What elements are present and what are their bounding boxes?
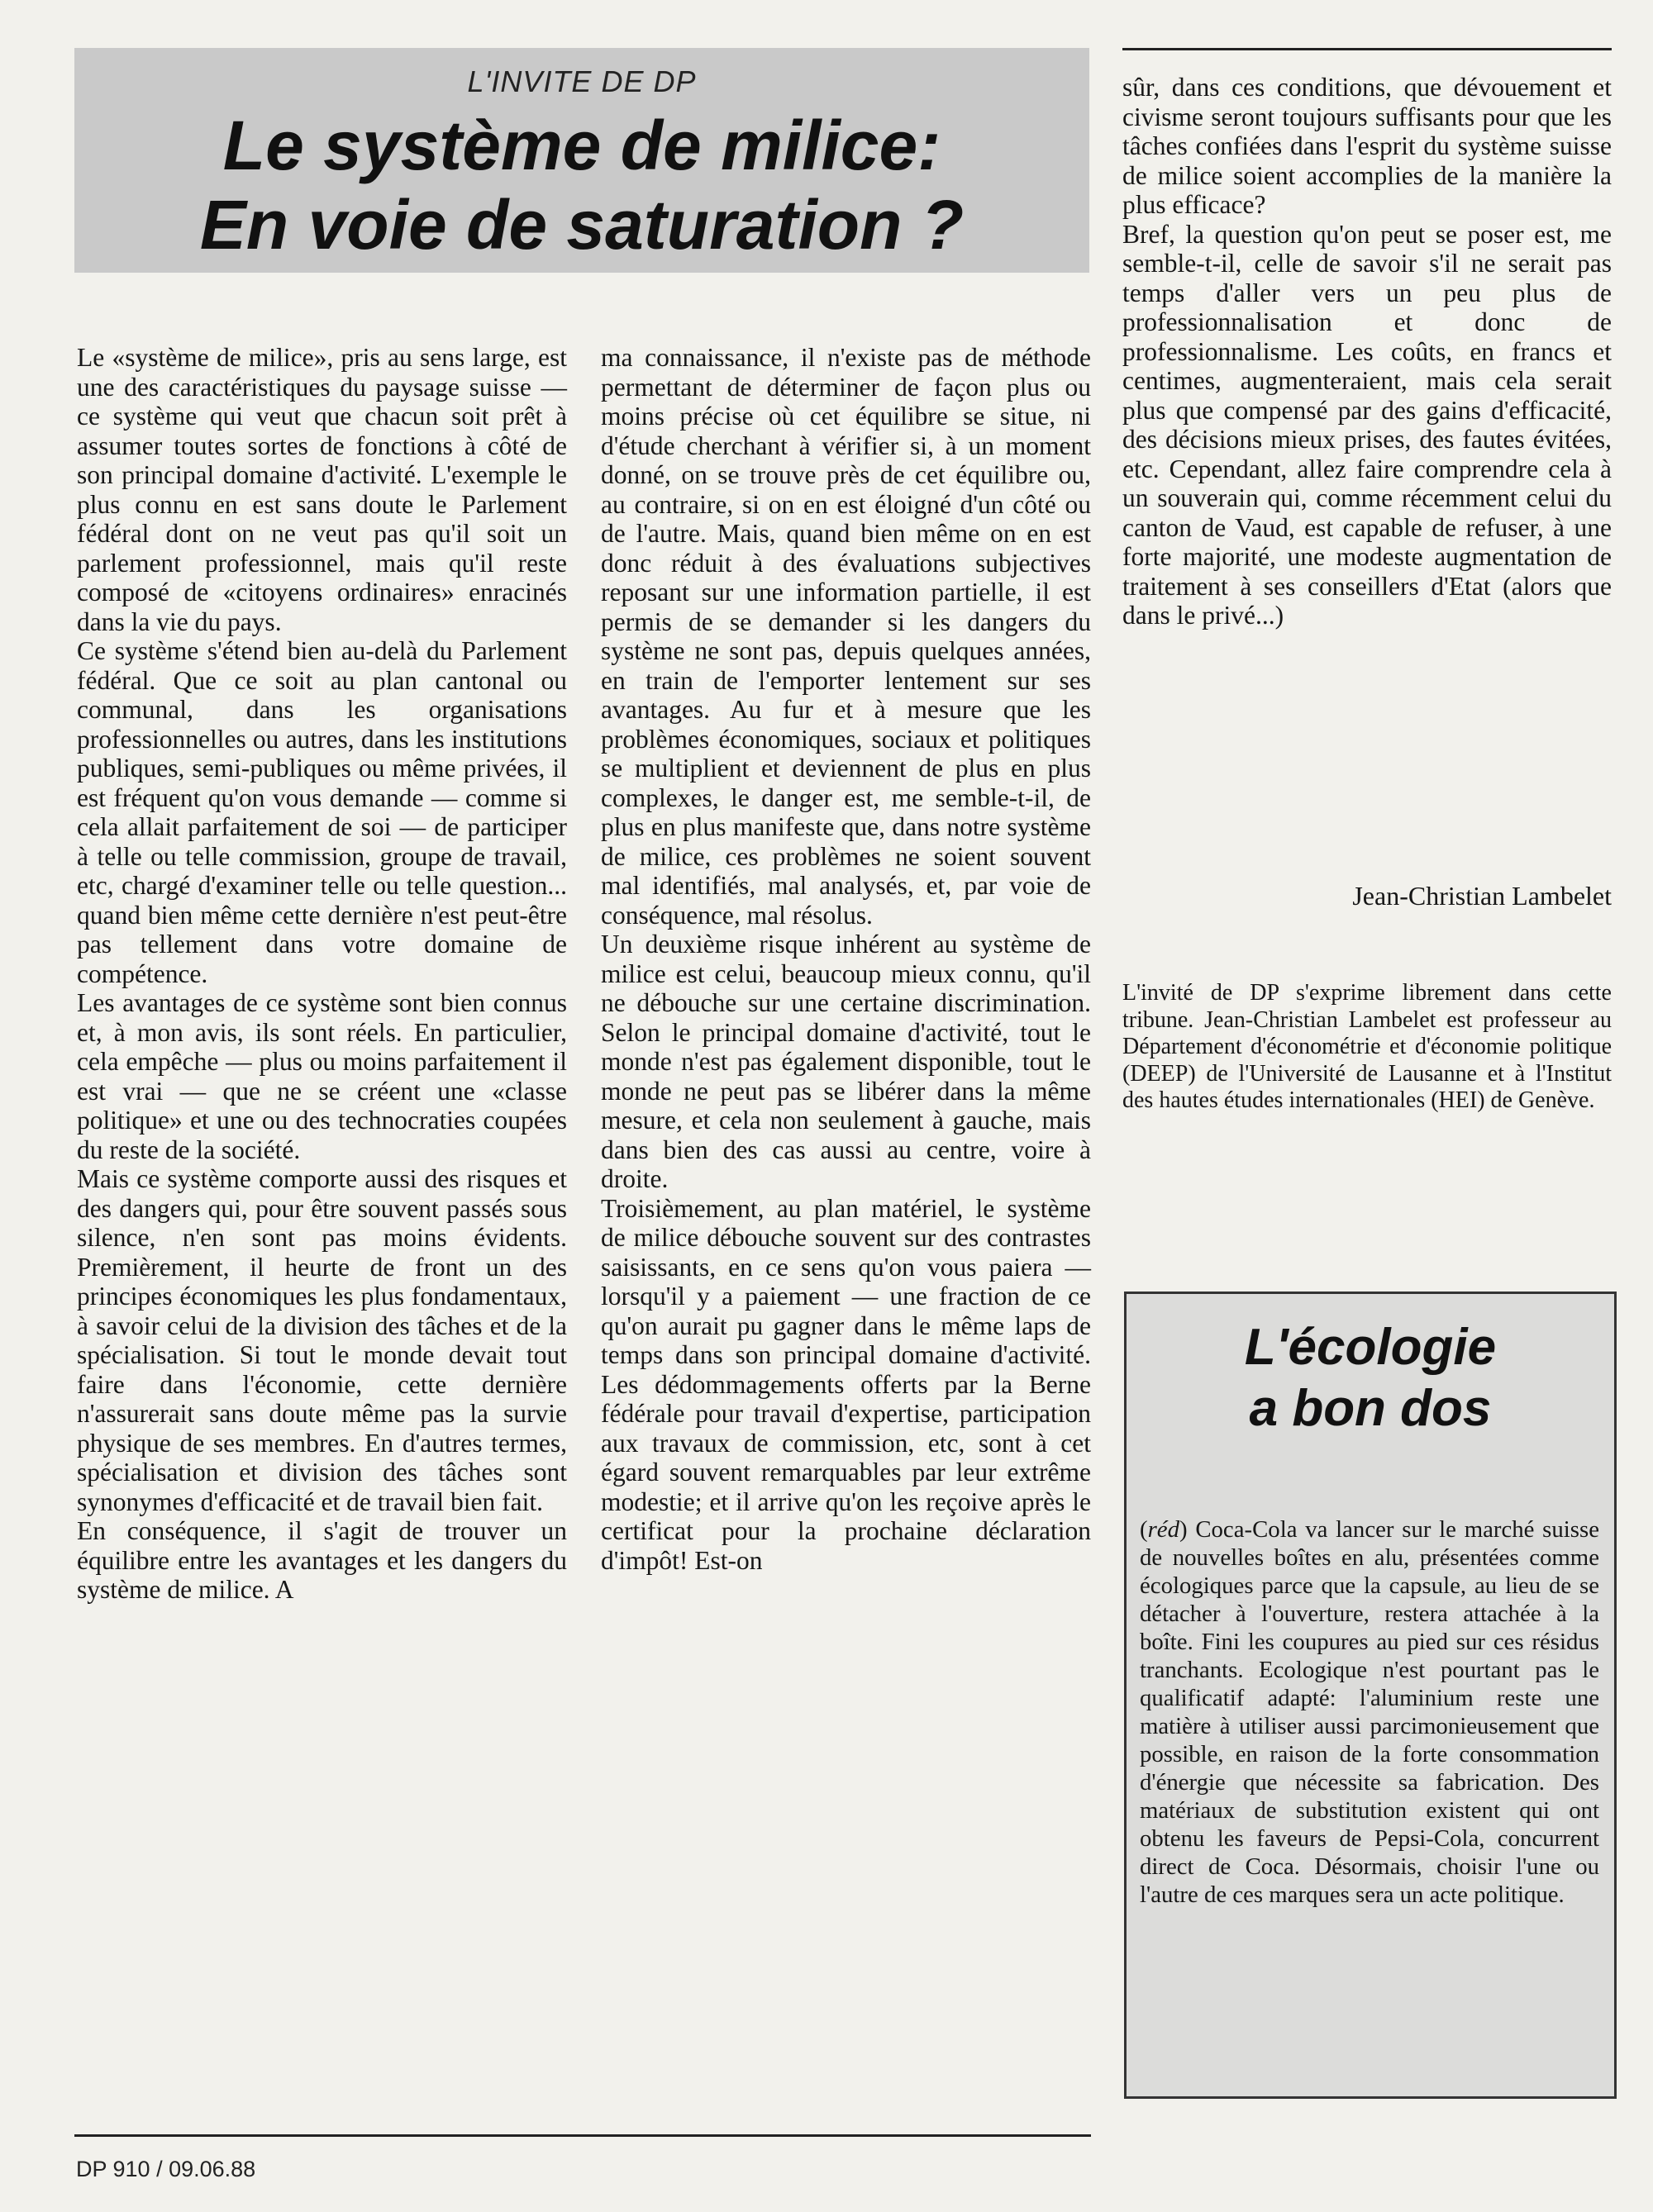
paragraph: Bref, la question qu'on peut se poser est, me semble-t-il, celle de savoir s'il ne serait pas temps d'aller vers un peu plus de professionnalisation et donc de professionnalisme. Les coûts, en francs et centimes, augmenteraient, mais cela serait plus que compensé par des gains d'efficacité, des décisions mieux prises, des fautes évitées, etc. Cependant, allez faire comprendre cela à un souverain qui, comme récemment celui du canton de Vaud, est capable de refuser, à une forte majorité, une modeste augmentation de traitement à ses conseillers d'Etat (alors que dans le privé...) [1122,219,1612,630]
paragraph: Mais ce système comporte aussi des risques et des dangers qui, pour être souvent passés sous silence, n'en sont pas moins évidents. Premièrement, il heurte de front un des principes économiques les plus fondamentaux, à savoir celui de la division des tâches et de la spécialisation. Si tout le monde devait tout faire dans l'économie, cette dernière n'assurerait sans doute même pas la survie physique de ses membres. En d'autres termes, spécialisation et division des tâches sont synonymes d'efficacité et de travail bien fait. [77,1164,567,1516]
sidebar-text: Coca-Cola va lancer sur le marché suisse de nouvelles boîtes en alu, présentées comme écologiques parce que la capsule, au lieu de se détacher à l'ouverture, restera attachée à la boîte. Fini les coupures au pied sur ces résidus tranchants. Ecologique n'est pourtant pas le qualificatif adapté: l'aluminium reste une matière à utiliser aussi parcimonieusement que possible, en raison de la forte consommation d'énergie que nécessite sa fabrication. Des matériaux de substitution existent qui ont obtenu les faveurs de Pepsi-Cola, concurrent direct de Coca. Désormais, choisir l'une ou l'autre de ces marques sera un acte politique. [1140,1516,1599,1908]
article-column-1 [77,343,567,1605]
article-column-2 [601,343,1091,1575]
paragraph: Ce système s'étend bien au-delà du Parlement fédéral. Que ce soit au plan cantonal ou communal, dans les organisations professionnelles ou autres, dans les institutions publiques, semi-publiques ou même privées, il est fréquent qu'on vous demande — comme si cela allait parfaitement de soi — de participer à telle ou telle commission, groupe de travail, etc, chargé d'examiner telle ou telle question... quand bien même cette dernière n'est peut-être pas tellement dans votre domaine de compétence. [77,636,567,988]
paragraph: Le «système de milice», pris au sens large, est une des caractéristiques du paysage suisse — ce système qui veut que chacun soit prêt à assumer toutes sortes de fonctions à côté de son principal domaine d'activité. L'exemple le plus connu en est sans doute le Parlement fédéral dont on ne veut pas qu'il soit un parlement professionnel, mais qu'il reste composé de «citoyens ordinaires» enracinés dans la vie du pays. [77,343,567,636]
column-kicker: L'INVITE DE DP [467,64,697,98]
paragraph: Les avantages de ce système sont bien connus et, à mon avis, ils sont réels. En particulier, cela empêche — plus ou moins parfaitement il est vrai — que ne se créent une «classe politique» et une ou des technocraties coupées du reste de la société. [77,988,567,1164]
author-note: L'invité de DP s'exprime librement dans cette tribune. Jean-Christian Lambelet est professeur au Département d'économétrie et d'économie politique (DEEP) de l'Université de Lausanne et à l'Institut des hautes études internationales (HEI) de Genève. [1122,980,1612,1113]
headline-line-2: En voie de saturation ? [199,186,965,264]
sidebar-body [1140,1515,1599,1909]
article-column-3 [1122,73,1612,630]
page-folio: DP 910 / 09.06.88 [76,2157,256,2181]
sidebar-paragraph: (réd) Coca-Cola va lancer sur le marché suisse de nouvelles boîtes en alu, présentées comme écologiques parce que la capsule, au lieu de se détacher à l'ouverture, restera attachée à la boîte. Fini les coupures au pied sur ces résidus tranchants. Ecologique n'est pourtant pas le qualificatif adapté: l'aluminium reste une matière à utiliser aussi parcimonieusement que possible, en raison de la forte consommation d'énergie que nécessite sa fabrication. Des matériaux de substitution existent qui ont obtenu les faveurs de Pepsi-Cola, concurrent direct de Coca. Désormais, choisir l'une ou l'autre de ces marques sera un acte politique. [1140,1516,1599,1908]
column-top-rule [1122,48,1612,50]
sidebar-title [1127,1317,1614,1439]
paragraph: ma connaissance, il n'existe pas de méthode permettant de déterminer de façon plus ou moins précise où cet équilibre se situe, ni d'étude cherchant à vérifier si, à un moment donné, on se trouve près de cet équilibre ou, au contraire, si on en est éloigné d'un côté ou de l'autre. Mais, quand bien même on en est donc réduit à des évaluations subjectives reposant sur une information partielle, il est permis de se demander si les dangers du système ne sont pas, depuis quelques années, en train de l'emporter lentement sur ses avantages. Au fur et à mesure que les problèmes économiques, sociaux et politiques se multiplient et deviennent de plus en plus complexes, le danger est, me semble-t-il, de plus en plus manifeste que, dans notre système de milice, ces problèmes ne soient souvent mal identifiés, mal analysés, et, par voie de conséquence, mal résolus. [601,343,1091,930]
sidebar-box [1124,1292,1617,2099]
bottom-rule [74,2134,1091,2137]
article-header [74,48,1089,273]
sidebar-author-tag: réd [1147,1516,1179,1543]
sidebar-title-line-1: L'écologie [1244,1319,1497,1376]
article-headline [74,106,1089,264]
paragraph: Un deuxième risque inhérent au système de milice est celui, beaucoup mieux connu, qu'il ne débouche sur une certaine discrimination. Selon le principal domaine d'activité, tout le monde n'est pas également disponible, tout le monde ne peut pas se libérer dans la même mesure, et cela non seulement à gauche, mais dans bien des cas aussi au centre, voire à droite. [601,930,1091,1193]
headline-line-1: Le système de milice: [222,107,941,184]
author-signature: Jean-Christian Lambelet [1352,881,1612,911]
sidebar-title-line-2: a bon dos [1249,1380,1492,1437]
paragraph: En conséquence, il s'agit de trouver un équilibre entre les avantages et les dangers du système de milice. A [77,1516,567,1604]
paragraph: Troisièmement, au plan matériel, le système de milice débouche souvent sur des contrastes saisissants, en ce sens qu'on vous paiera — lorsqu'il y a paiement — une fraction de ce qu'on aurait pu gagner dans le même laps de temps dans son principal domaine d'activité. Les dédommagements offerts par la Berne fédérale pour travail d'expertise, participation aux travaux de commission, etc, sont à cet égard souvent remarquables par leur extrême modestie; et il arrive qu'on les reçoive après le certificat pour la prochaine déclaration d'impôt! Est-on [601,1193,1091,1575]
paragraph: sûr, dans ces conditions, que dévouement et civisme seront toujours suffisants pour que les tâches confiées dans l'esprit du système suisse de milice soient accomplies de la manière la plus efficace? [1122,73,1612,219]
